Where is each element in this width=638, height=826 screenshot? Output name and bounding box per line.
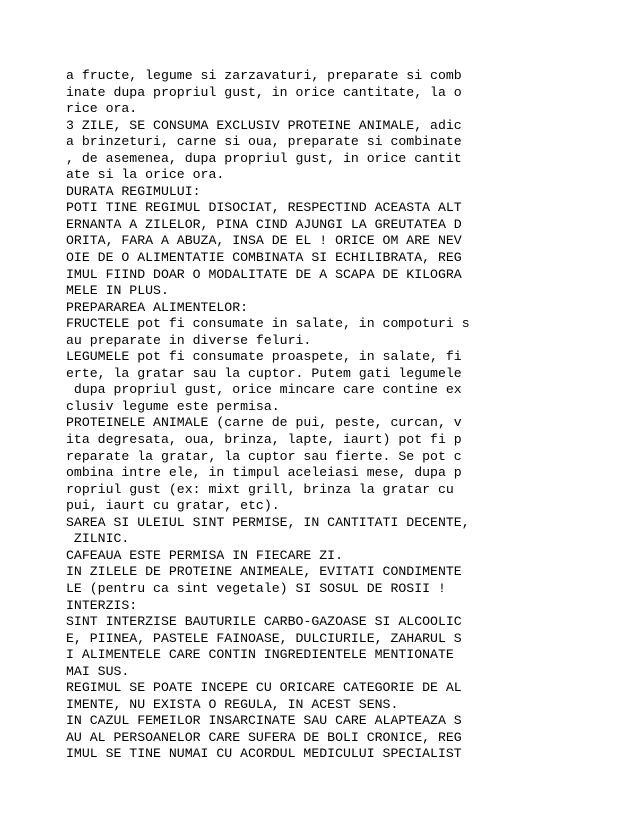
text-line: inate dupa propriul gust, in orice cantitate, la o — [66, 84, 462, 100]
text-line: a brinzeturi, carne si oua, preparate si combinate — [66, 134, 462, 150]
text-line: IMENTE, NU EXISTA O REGULA, IN ACEST SENS. — [66, 696, 399, 712]
text-line: PREPARAREA ALIMENTELOR: — [66, 299, 249, 315]
text-line: DURATA REGIMULUI: — [66, 183, 201, 199]
text-line: , de asemenea, dupa propriul gust, in orice cantit — [66, 150, 462, 166]
text-line: IMUL FIIND DOAR O MODALITATE DE A SCAPA DE KILOGRA — [66, 266, 462, 282]
text-line: ropriul gust (ex: mixt grill, brinza la gratar cu — [66, 481, 454, 497]
text-line: FRUCTELE pot fi consumate in salate, in compoturi s — [66, 316, 470, 332]
text-line: ombina intre ele, in timpul aceleiasi mese, dupa p — [66, 465, 462, 481]
text-line: E, PIINEA, PASTELE FAINOASE, DULCIURILE, ZAHARUL S — [66, 630, 462, 646]
text-line: reparate la gratar, la cuptor sau fierte. Se pot c — [66, 448, 462, 464]
text-line: LE (pentru ca sint vegetale) SI SOSUL DE ROSII ! — [66, 580, 446, 596]
text-line: INTERZIS: — [66, 597, 138, 613]
text-line: CAFEAUA ESTE PERMISA IN FIECARE ZI. — [66, 547, 343, 563]
text-line: REGIMUL SE POATE INCEPE CU ORICARE CATEGORIE DE AL — [66, 680, 462, 696]
text-line: IMUL SE TINE NUMAI CU ACORDUL MEDICULUI SPECIALIST — [66, 746, 462, 762]
text-line: ORITA, FARA A ABUZA, INSA DE EL ! ORICE OM ARE NEV — [66, 233, 462, 249]
text-line: au preparate in diverse feluri. — [66, 332, 312, 348]
text-line: IN CAZUL FEMEILOR INSARCINATE SAU CARE ALAPTEAZA S — [66, 713, 462, 729]
text-line: ZILNIC. — [66, 531, 130, 547]
text-line: clusiv legume este permisa. — [66, 398, 280, 414]
text-line: ate si la orice ora. — [66, 167, 225, 183]
text-line: ita degresata, oua, brinza, lapte, iaurt) pot fi p — [66, 432, 462, 448]
text-line: I ALIMENTELE CARE CONTIN INGREDIENTELE MENTIONATE — [66, 647, 454, 663]
text-line: MAI SUS. — [66, 663, 130, 679]
text-line: ERNANTA A ZILELOR, PINA CIND AJUNGI LA GREUTATEA D — [66, 216, 462, 232]
text-line: a fructe, legume si zarzavaturi, preparate si comb — [66, 68, 462, 83]
text-line: rice ora. — [66, 101, 138, 117]
text-line: AU AL PERSOANELOR CARE SUFERA DE BOLI CRONICE, REG — [66, 729, 462, 745]
text-line: PROTEINELE ANIMALE (carne de pui, peste, curcan, v — [66, 415, 462, 431]
document-text-block — [66, 68, 626, 763]
text-line: LEGUMELE pot fi consumate proaspete, in salate, fi — [66, 349, 462, 365]
text-line: 3 ZILE, SE CONSUMA EXCLUSIV PROTEINE ANIMALE, adic — [66, 117, 462, 133]
text-line: SAREA SI ULEIUL SINT PERMISE, IN CANTITATI DECENTE, — [66, 514, 470, 530]
text-line: OIE DE O ALIMENTATIE COMBINATA SI ECHILIBRATA, REG — [66, 250, 462, 266]
text-line: pui, iaurt cu gratar, etc). — [66, 498, 280, 514]
text-line: IN ZILELE DE PROTEINE ANIMEALE, EVITATI CONDIMENTE — [66, 564, 462, 580]
text-line: POTI TINE REGIMUL DISOCIAT, RESPECTIND ACEASTA ALT — [66, 200, 462, 216]
text-line: MELE IN PLUS. — [66, 283, 169, 299]
text-line: dupa propriul gust, orice mincare care contine ex — [66, 382, 462, 398]
text-line: SINT INTERZISE BAUTURILE CARBO-GAZOASE SI ALCOOLIC — [66, 614, 462, 630]
text-line: erte, la gratar sau la cuptor. Putem gati legumele — [66, 365, 462, 381]
